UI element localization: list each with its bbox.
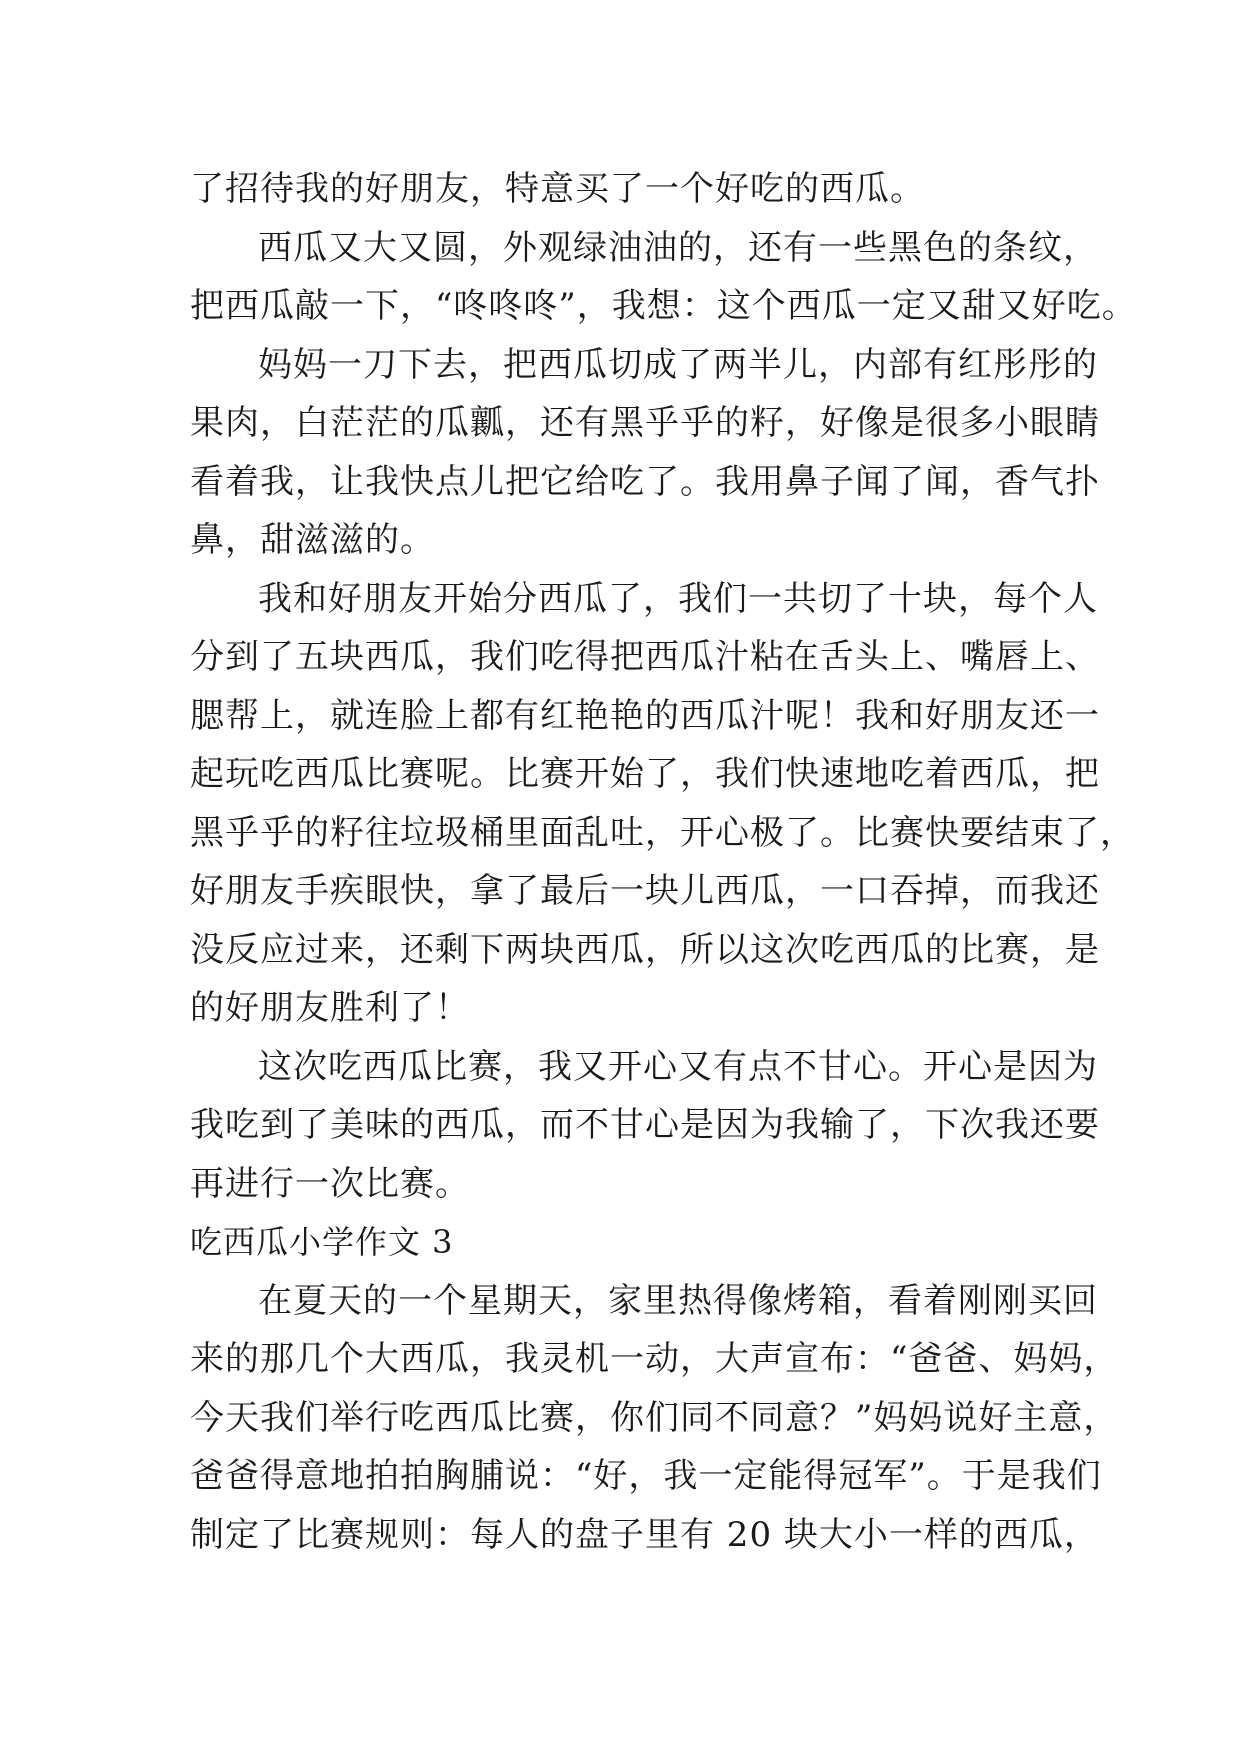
- text-line: 黑乎乎的籽往垃圾桶里面乱吐，开心极了。比赛快要结束了，: [190, 812, 1135, 853]
- text-line: 腮帮上，就连脸上都有红艳艳的西瓜汁呢！我和好朋友还一: [190, 695, 1100, 736]
- text-line: 的好朋友胜利了！: [190, 988, 470, 1028]
- text-line: 再进行一次比赛。: [190, 1163, 470, 1204]
- text-line: 把西瓜敲一下，“咚咚咚”，我想：这个西瓜一定又甜又好吃。: [190, 286, 1137, 326]
- text-line: 好朋友手疾眼快，拿了最后一块儿西瓜，一口吞掉，而我还: [190, 871, 1100, 911]
- section-heading: 吃西瓜小学作文 3: [190, 1223, 454, 1261]
- text-line: 鼻，甜滋滋的。: [190, 520, 435, 560]
- text-line: 爸爸得意地拍拍胸脯说：“好，我一定能得冠军”。于是我们: [190, 1456, 1102, 1496]
- paragraph-start-line: 这次吃西瓜比赛，我又开心又有点不甘心。开心是因为: [258, 1046, 1098, 1087]
- paragraph-start-line: 在夏天的一个星期天，家里热得像烤箱，看着刚刚买回: [258, 1280, 1098, 1321]
- paragraph-start-line: 西瓜又大又圆，外观绿油油的，还有一些黑色的条纹，: [258, 227, 1098, 268]
- paragraph-start-line: 妈妈一刀下去，把西瓜切成了两半儿，内部有红彤彤的: [258, 344, 1098, 385]
- text-line: 我吃到了美味的西瓜，而不甘心是因为我输了，下次我还要: [190, 1105, 1100, 1145]
- text-line: 起玩吃西瓜比赛呢。比赛开始了，我们快速地吃着西瓜，把: [190, 754, 1100, 794]
- text-line: 今天我们举行吃西瓜比赛，你们同不同意？”妈妈说好主意，: [190, 1397, 1119, 1438]
- text-line: 没反应过来，还剩下两块西瓜，所以这次吃西瓜的比赛，是: [190, 929, 1100, 970]
- text-line: 果肉，白茫茫的瓜瓤，还有黑乎乎的籽，好像是很多小眼睛: [190, 403, 1100, 443]
- text-line: 了招待我的好朋友，特意买了一个好吃的西瓜。: [190, 169, 925, 209]
- text-line: 制定了比赛规则：每人的盘子里有 20 块大小一样的西瓜，: [190, 1514, 1099, 1555]
- document-body: [190, 160, 1137, 1564]
- paragraph-start-line: 我和好朋友开始分西瓜了，我们一共切了十块，每个人: [258, 578, 1098, 619]
- text-line: 来的那几个大西瓜，我灵机一动，大声宣布：“爸爸、妈妈，: [190, 1339, 1119, 1379]
- text-line: 看着我，让我快点儿把它给吃了。我用鼻子闻了闻，香气扑: [190, 461, 1100, 502]
- text-line: 分到了五块西瓜，我们吃得把西瓜汁粘在舌头上、嘴唇上、: [190, 637, 1100, 677]
